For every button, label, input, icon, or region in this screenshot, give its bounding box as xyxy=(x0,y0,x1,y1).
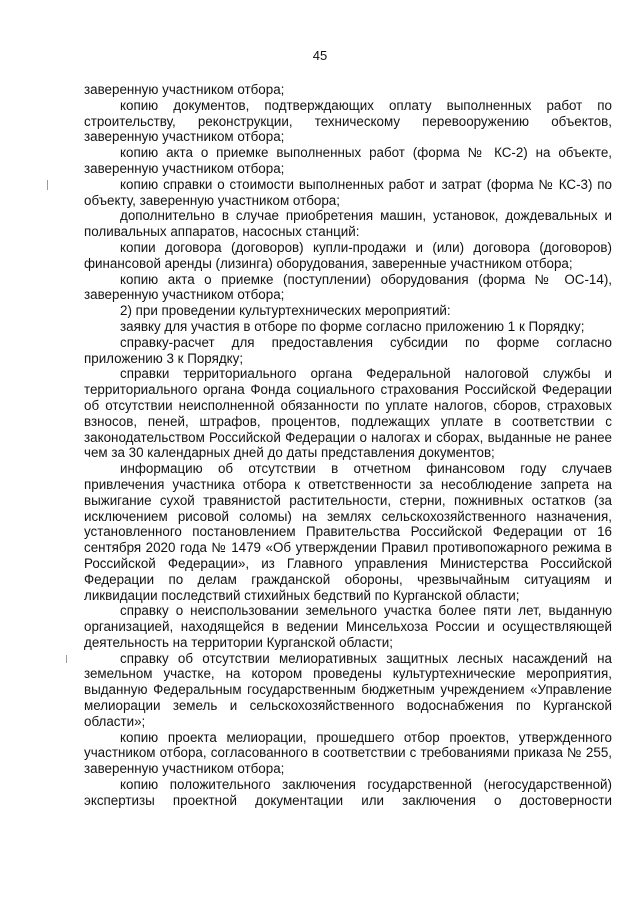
paragraph: справку-расчет для предоставления субсидии по форме согласно приложению 3 к Порядку; xyxy=(84,334,612,366)
paragraph: дополнительно в случае приобретения машин, установок, дождевальных и поливальных аппаратов, насосных станций: xyxy=(84,208,612,240)
scan-mark xyxy=(66,655,67,663)
paragraph: информацию об отсутствии в отчетном финансовом году случаев привлечения участника отбора к ответственности за несоблюдение запрета на выжигание сухой травянистой растительности, стерни, пожнивных остатков (за исключением рисовой соломы) на землях сельскохозяйственного назначения, установленного постановлением Правительства Российской Федерации от 16 сентября 2020 года № 1479 «Об утверждении Правил противопожарного режима в Российской Федерации», из Главного управления Министерства Российской Федерации по делам гражданской обороны, чрезвычайным ситуациям и ликвидации последствий стихийных бедствий по Курганской области; xyxy=(84,461,612,603)
paragraph: копии договора (договоров) купли-продажи и (или) договора (договоров) финансовой аренды (лизинга) оборудования, заверенные участником отбора; xyxy=(84,239,612,271)
paragraph: заявку для участия в отборе по форме согласно приложению 1 к Порядку; xyxy=(120,318,585,334)
paragraph: справку о неиспользовании земельного участка более пяти лет, выданную организацией, находящейся в ведении Минсельхоза России и осуществляющей деятельность на территории Курганской области; xyxy=(84,603,612,650)
paragraph: копию положительного заключения государственной (негосударственной) экспертизы проектной документации или заключения о достоверности xyxy=(84,777,612,808)
document-body xyxy=(84,82,612,809)
paragraph: копию документов, подтверждающих оплату выполненных работ по строительству, реконструкции, техническому перевооружению объектов, заверенную участником отбора; xyxy=(84,97,612,145)
paragraph: справки территориального органа Федеральной налоговой службы и территориального органа Фонда социального страхования Российской Федерации об отсутствии неисполненной обязанности по уплате налогов, сборов, страховых взносов, пеней, штрафов, процентов, подлежащих уплате в соответствии с законодательством Российской Федерации о налогах и сборах, выданные не ранее чем за 30 календарных дней до даты представления документов; xyxy=(84,366,612,461)
paragraph: справку об отсутствии мелиоративных защитных лесных насаждений на земельном участке, на котором проведены культуртехнические мероприятия, выданную Федеральным государственным бюджетным учреждением «Управление мелиорации земель и сельскохозяйственного водоснабжения по Курганской области»; xyxy=(84,650,612,729)
paragraph: копию акта о приемке (поступлении) оборудования (форма № ОС-14), заверенную участником отбора; xyxy=(84,271,612,303)
paragraph: копию проекта мелиорации, прошедшего отбор проектов, утвержденного участником отбора, согласованного в соответствии с требованиями приказа № 255, заверенную участником отбора; xyxy=(84,729,612,777)
paragraph: 2) при проведении культуртехнических мероприятий: xyxy=(120,303,451,319)
scan-mark xyxy=(47,180,48,190)
paragraph: копию акта о приемке выполненных работ (форма № КС-2) на объекте, заверенную участником отбора; xyxy=(84,145,612,176)
page-number: 45 xyxy=(312,48,328,63)
paragraph: заверенную участником отбора; xyxy=(84,82,285,97)
paragraph: копию справки о стоимости выполненных работ и затрат (форма № КС-3) по объекту, заверенную участником отбора; xyxy=(84,176,612,208)
